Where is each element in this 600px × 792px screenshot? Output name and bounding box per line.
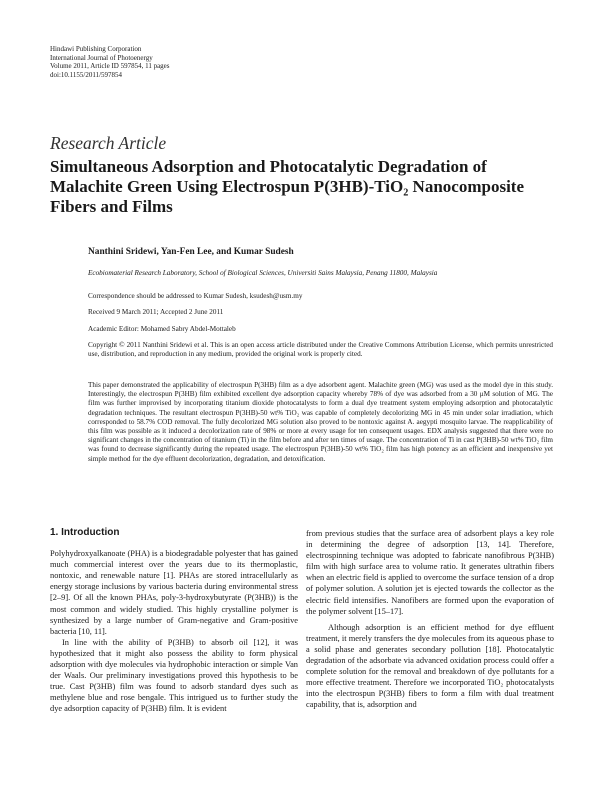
academic-editor: Academic Editor: Mohamed Sabry Abdel-Mottaleb	[88, 325, 236, 333]
paragraph: Polyhydroxyalkanoate (PHA) is a biodegradable polyester that has gained much commercial interest over the years due to its thermoplastic, nontoxic, and renewable nature [1]. PHAs are stored intracellularly as energy storage inclusions by various bacteria during environmental stress [2–9]. Of all the known PHAs, poly-3-hydroxybutyrate (P(3HB)) is the most common and widely studied. This highly crystalline polymer is synthesized by a large number of Gram-negative and Gram-positive bacteria [10, 11].	[50, 549, 298, 636]
paragraph: In line with the ability of P(3HB) to absorb oil [12], it was hypothesized that it might also possess the ability to form physical adsorption with dye molecules via hydrophobic interaction or simple Van der Waals. Our preliminary investigations proved this hypothesis to be true. Cast P(3HB) film was found to adsorb standard dyes such as methylene blue and rose bengale. This intrigued us to further study the dye adsorption capacity of P(3HB) film. It is evident	[50, 637, 298, 714]
correspondence: Correspondence should be addressed to Kumar Sudesh, ksudesh@usm.my	[88, 292, 303, 300]
abstract: This paper demonstrated the applicability of electrospun P(3HB) film as a dye adsorbent agent. Malachite green (MG) was used as the model dye in this study. Interestingly, the electrospun P(3HB) film exhibited excellent dye adsorption capacity whereby 78% of dye was adsorbed from a 30 μM solution of MG. The film was further improvised by incorporating titanium dioxide photocatalysts to form a dual dye treatment system employing adsorption and photocatalytic degradation techniques. The resultant electrospun P(3HB)-50 wt% TiO₂ was capable of completely decolorizing MG in 45 min under solar irradiation, which corresponded to 58.7% COD removal. The fully decolorized MG solution also proved to be nontoxic against A. aegypti mosquito larvae. The reapplicability of this film was possible as it induced a decolorization rate of 98% or more at every usage for ten consequent usages. EDX analysis suggested that there were no significant changes in the concentration of titanium (Ti) in the film before and after ten times of usage. The concentration of Ti in cast P(3HB)-50 wt% TiO₂ film was found to decrease significantly during the repeated usage. The electrospun P(3HB)-50 wt% TiO₂ film has high potency as an efficient and inexpensive yet simple method for the dye effluent decolorization, degradation, and detoxification.	[88, 381, 553, 463]
article-type: Research Article	[50, 133, 167, 153]
doi: doi:10.1155/2011/597854	[50, 70, 123, 79]
affiliation: Ecobiomaterial Research Laboratory, School of Biological Sciences, Universiti Sains Malaysia, Penang 11800, Malaysia	[88, 269, 438, 277]
publisher-name: Hindawi Publishing Corporation	[50, 45, 142, 53]
paper-title: Simultaneous Adsorption and Photocatalytic Degradation of Malachite Green Using Electrospun P(3HB)-TiO₂ Nanocomposite Fibers and Films	[50, 157, 524, 216]
section-heading: 1. Introduction	[50, 527, 120, 538]
volume-info: Volume 2011, Article ID 597854, 11 pages	[50, 62, 170, 71]
paragraph: from previous studies that the surface area of adsorbent plays a key role in determining the degree of adsorption [13, 14]. Therefore, electrospinning technique was adopted to fabricate nanofibrous P(3HB) film with high surface area to volume ratio. It generates ultrathin fibers when an electric field is applied to overcome the surface tension of a drop of polymer solution. A solution jet is ejected towards the collector as the electric field intensifies. Nanofibers are formed upon the evaporation of the polymer solvent [15–17].	[306, 529, 554, 616]
journal-name: International Journal of Photoenergy	[50, 53, 153, 62]
body-column-left	[50, 525, 298, 715]
author-list: Nanthini Sridewi, Yan-Fen Lee, and Kumar Sudesh	[88, 247, 294, 257]
journal-header	[50, 45, 170, 79]
received-accepted-dates: Received 9 March 2011; Accepted 2 June 2011	[88, 308, 224, 316]
paragraph: Although adsorption is an efficient method for dye effluent treatment, it merely transfers the dye molecules from its aqueous phase to a solid phase and generates secondary pollution [18]. Photocatalytic degradation of the adsorbate via advanced oxidation process could offer a complete solution for the removal and breakdown of dye pollutants for a more effective treatment. Therefore we incorporated TiO₂ photocatalysts into the electrospun P(3HB) fibers to form a film with dual treatment capability, that is, adsorption and	[306, 622, 554, 710]
copyright-notice: Copyright © 2011 Nanthini Sridewi et al. This is an open access article distributed under the Creative Commons Attribution License, which permits unrestricted use, distribution, and reproduction in any medium, provided the original work is properly cited.	[88, 341, 553, 359]
body-column-right	[306, 528, 554, 711]
